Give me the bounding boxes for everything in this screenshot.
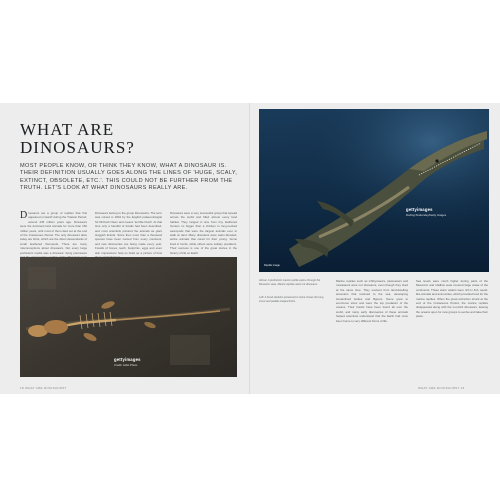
page-number-right: WHAT ARE DINOSAURS? 19 xyxy=(418,386,465,390)
drop-cap: D xyxy=(20,210,28,221)
sea-photo-credit-sub: Dorling Kindersley/Getty Images xyxy=(406,213,447,217)
page-gutter xyxy=(249,103,251,394)
book-spread xyxy=(0,103,500,394)
subheading: MOST PEOPLE KNOW, OR THINK THEY KNOW, WHAT A DINOSAUR IS. THEIR DEFINITION USUALLY GOES ALONG THE LINES OF 'HUGE, SCALY, EXTINCT, OBSOLETE, ETC.'. THIS COULD NOT BE FURTHER FROM THE TRUTH. LET'S LOOK AT WHAT DINOSAURS REALLY ARE. xyxy=(20,163,238,191)
image-label: Reptile image xyxy=(264,264,280,267)
fossil-photo-credit: gettyimages xyxy=(114,357,141,362)
marine-reptile-art xyxy=(259,109,489,272)
fossil-photo xyxy=(20,257,237,377)
right-body-column-2: Sea levels were much higher during parts of the Mesozoic and shallow seas covered large areas of the continents. These warm waters were rich in fish, squid-like animals and ammonites, which provided food for the marine reptiles. When the great extinction struck at the end of the Cretaceous Period, the marine reptiles disappeared along with the non-bird dinosaurs, leaving the oceans open for new groups to evolve and take their place. xyxy=(416,279,488,319)
caption-top: Above: A prehistoric marine reptile swims through the Mesozoic seas. Marine reptiles were not dinosaurs. xyxy=(259,279,321,286)
marine-reptile-illustration xyxy=(259,109,489,272)
caption-bottom: Left: A fossil skeleton preserved in stone shows the long snout and paddle-shaped limbs. xyxy=(259,296,324,303)
page-title xyxy=(20,121,240,157)
title-line-1: WHAT ARE xyxy=(20,120,115,139)
body-column-1-text: inosaurs are a group of reptiles that first appeared on Earth during the Triassic Period, around 245 million years ago. Dinosaurs were the dominant land animals for more than 160 million years, until most of them died out at the end of the Cretaceous Period. The only dinosaurs alive today are birds, which are the direct descendants of small feathered theropods. There are many misconceptions about dinosaurs. Not every large prehistoric reptile was a dinosaur: flying pterosaurs xyxy=(20,211,87,255)
fossil-photo-credit-sub: Credit: Artist Photo xyxy=(114,363,138,367)
body-column-2: Dinosaurs belong to the group Dinosauria. The term was coined in 1842 by the English palaeontologist Sir Richard Owen and means 'terrible lizard'. At that time only a handful of fossils had been described, and most scientists pictured the animals as giant sluggish lizards. Since then more than a thousand species have been named from every continent, and new discoveries are being made every year. Fossils of bones, teeth, footprints, eggs and even skin impressions help us build up a picture of how xyxy=(95,211,162,255)
page-number-left: 18 WHAT ARE DINOSAURS? xyxy=(20,386,67,390)
body-column-1 xyxy=(20,211,87,255)
title-line-2: DINOSAURS? xyxy=(20,138,135,157)
body-column-3: Dinosaurs were a very successful group that spread across the world and filled almost every land habitat. They ranged in size from tiny feathered hunters no bigger than a chicken to long-necked sauropods that were the largest animals ever to walk on land. Many dinosaurs were warm-blooded, active animals that cared for their young. Some lived in herds, while others were solitary predators. Their success is one of the great stories in the history of life on Earth. xyxy=(170,211,237,255)
right-body-column-1: Marine reptiles such as ichthyosaurs, plesiosaurs and mosasaurs were not dinosaurs, even though they lived at the same time. They evolved from land-dwelling ancestors that returned to the sea, developing streamlined bodies and flippers. Some grew to enormous sizes and were the top predators of the oceans. Their fossils have been found all over the world, and many early discoveries of these animals helped scientists understand that the Earth had once been home to very different forms of life. xyxy=(336,279,408,323)
sea-photo-credit: gettyimages xyxy=(406,207,433,212)
